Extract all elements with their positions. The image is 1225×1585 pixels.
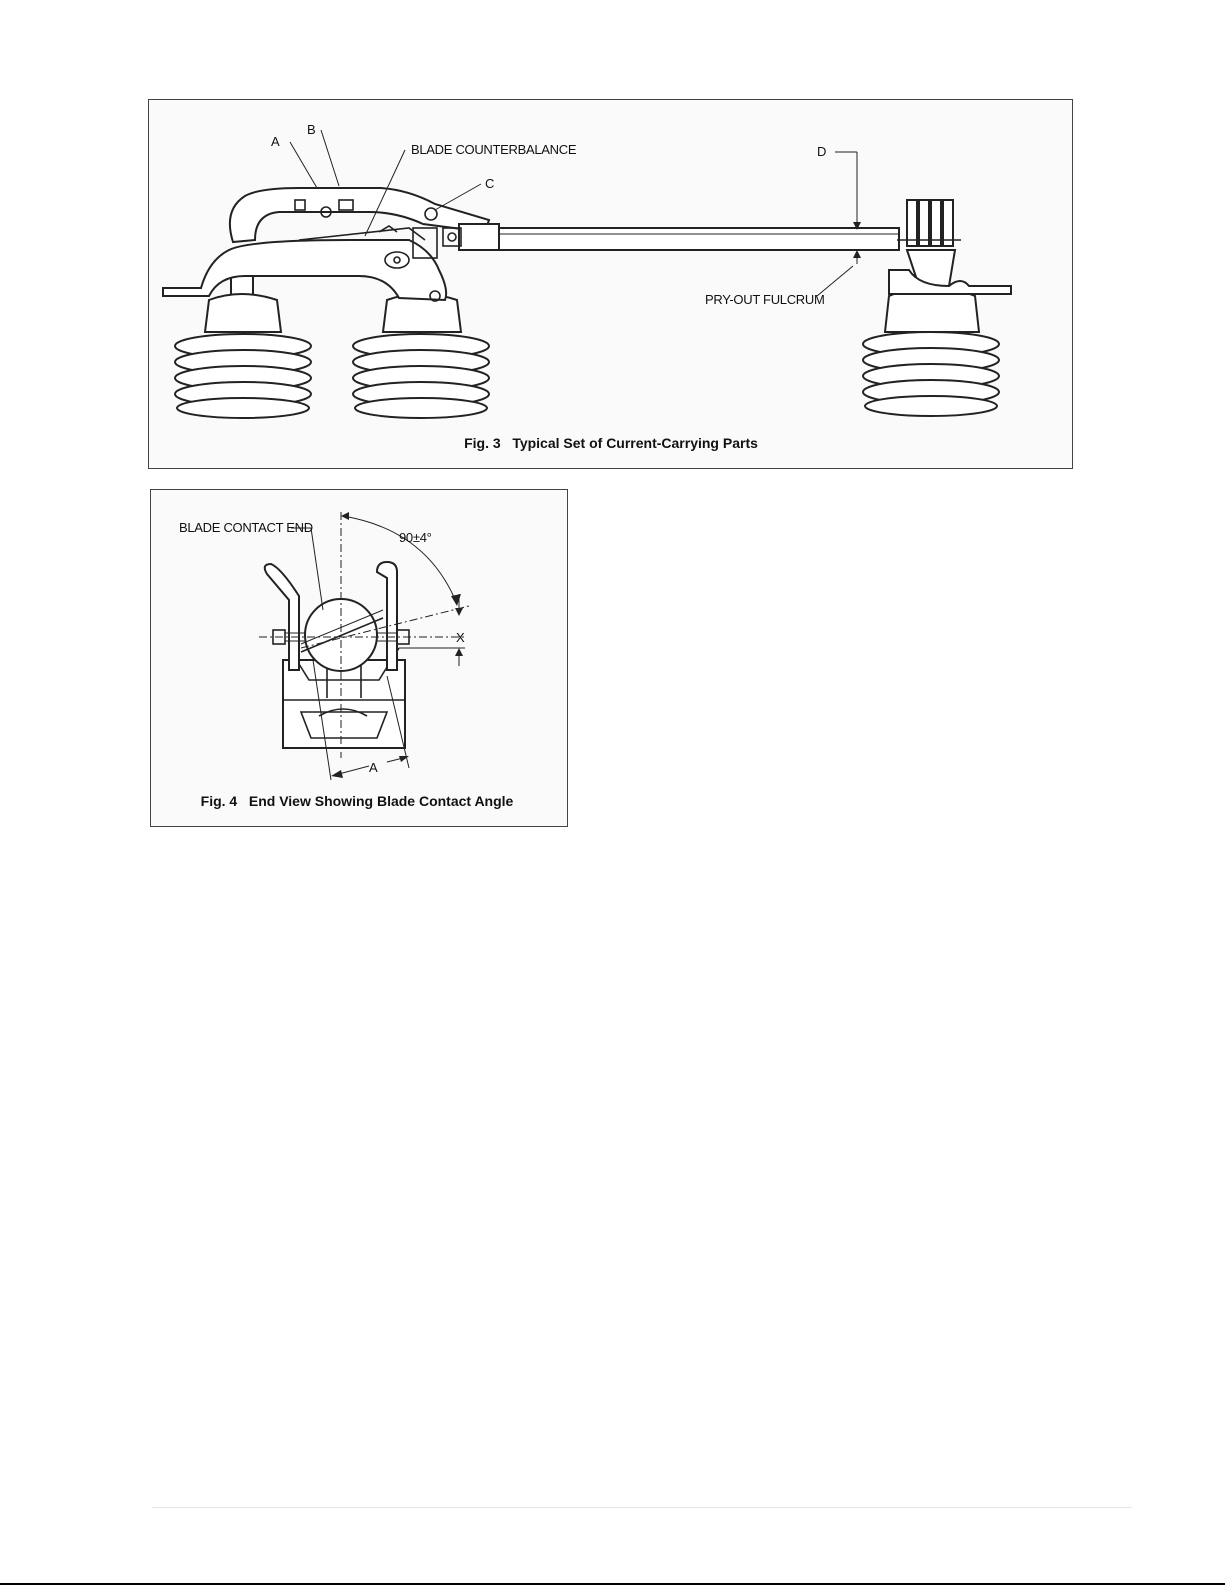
label-blade-counterbalance: BLADE COUNTERBALANCE bbox=[411, 142, 577, 157]
hinge-base bbox=[163, 188, 489, 301]
figure-3-drawing bbox=[149, 100, 1074, 470]
right-insulator bbox=[863, 250, 1011, 416]
figure-3-current-carrying-parts bbox=[148, 99, 1073, 469]
leader-b bbox=[321, 130, 339, 186]
label-c: C bbox=[485, 176, 495, 191]
leader-c bbox=[435, 184, 481, 210]
figure-4-caption: Fig. 4 End View Showing Blade Contact Angle bbox=[200, 793, 514, 809]
label-angle-tolerance: 90±4° bbox=[399, 530, 432, 545]
label-blade-contact-end: BLADE CONTACT END bbox=[179, 520, 313, 535]
label-a: A bbox=[271, 134, 280, 149]
jaw-contact bbox=[897, 200, 961, 246]
leader-a bbox=[290, 142, 317, 188]
figure-4-blade-contact-angle bbox=[150, 489, 568, 827]
figure-3-caption: Fig. 3 Typical Set of Current-Carrying Parts bbox=[464, 435, 758, 451]
middle-insulator bbox=[353, 294, 489, 418]
figure-4-drawing bbox=[151, 490, 569, 828]
switch-blade bbox=[443, 224, 899, 250]
footer-rule bbox=[152, 1507, 1132, 1508]
label-pry-out-fulcrum: PRY-OUT FULCRUM bbox=[705, 292, 825, 307]
label-d: D bbox=[817, 144, 827, 159]
label-a: A bbox=[369, 760, 378, 775]
label-x: X bbox=[456, 630, 465, 645]
label-b: B bbox=[307, 122, 316, 137]
